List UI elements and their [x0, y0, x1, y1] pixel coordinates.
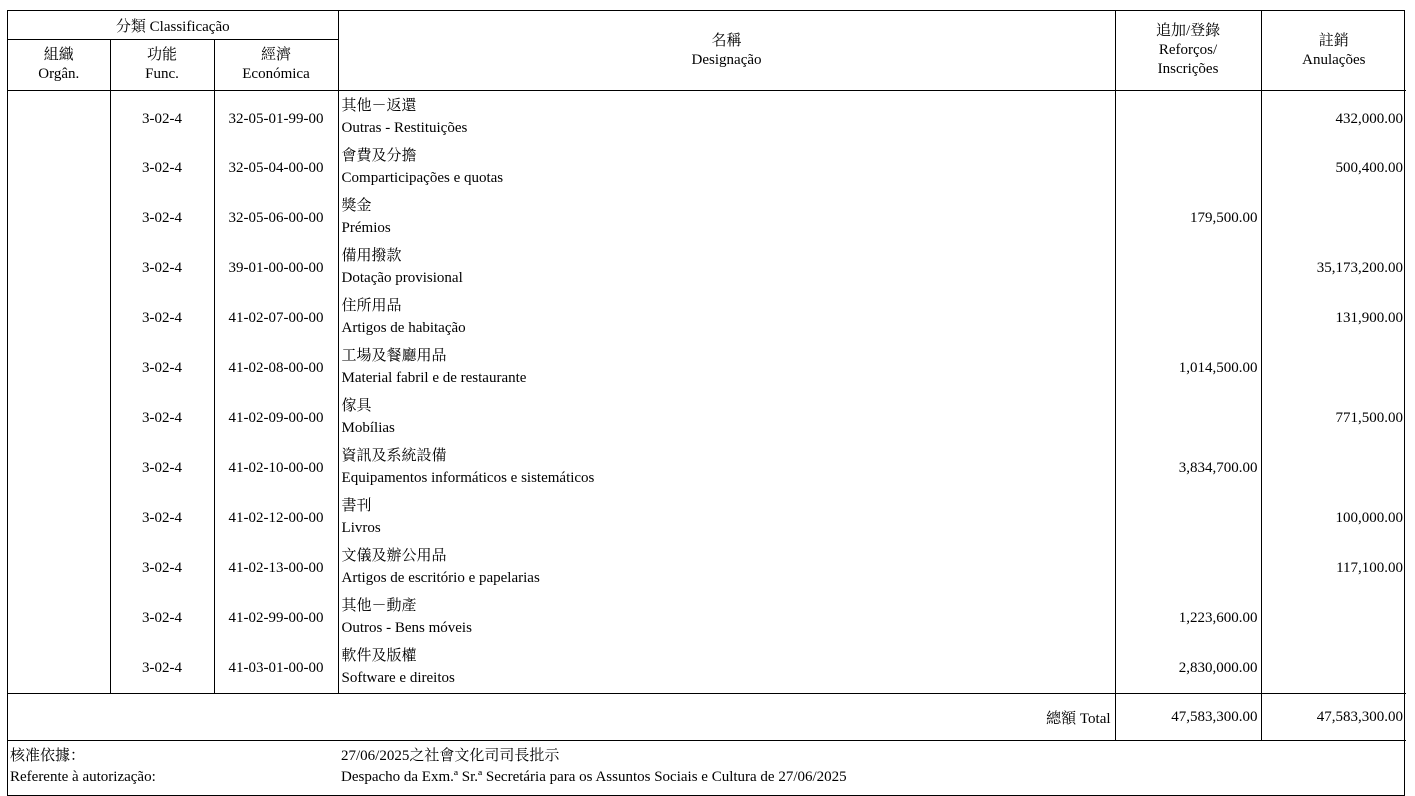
- designation-pt: Equipamentos informáticos e sistemáticos: [341, 470, 595, 486]
- authorization-text-zh: 27/06/2025之社會文化司司長批示: [341, 748, 560, 764]
- eco-cell: 32-05-01-99-00: [214, 91, 338, 144]
- org-cell: [8, 293, 110, 343]
- designation-cell: [338, 593, 1115, 643]
- anulacao-cell: [1261, 643, 1406, 694]
- func-cell: 3-02-4: [110, 443, 214, 493]
- designation-cell: [338, 443, 1115, 493]
- org-cell: [8, 193, 110, 243]
- anulacao-cell: 131,900.00: [1335, 309, 1404, 326]
- reforco-cell: [1115, 143, 1261, 193]
- table-row: [8, 393, 1406, 443]
- anulacao-cell: [1261, 443, 1406, 493]
- reforco-cell: [1115, 293, 1261, 343]
- total-label: 總額 Total: [8, 694, 1115, 741]
- cancellations-header-zh: 註銷: [1318, 32, 1349, 49]
- org-cell: [8, 543, 110, 593]
- func-header: [110, 40, 214, 91]
- func-cell: 3-02-4: [110, 343, 214, 393]
- org-cell: [8, 643, 110, 694]
- org-header-pt: Orgân.: [38, 66, 80, 82]
- table-row: [8, 243, 1406, 293]
- anulacao-cell: 100,000.00: [1335, 509, 1404, 526]
- func-cell: 3-02-4: [110, 193, 214, 243]
- anulacao-cell: 117,100.00: [1336, 559, 1404, 576]
- anulacao-cell: [1261, 193, 1406, 243]
- eco-cell: 41-03-01-00-00: [214, 643, 338, 694]
- designation-zh: 其他－動產: [341, 598, 417, 614]
- authorization-label: [10, 746, 156, 788]
- func-header-pt: Func.: [145, 66, 179, 82]
- authorization-label-pt: Referente à autorização:: [10, 769, 156, 785]
- anulacao-cell: 771,500.00: [1335, 409, 1404, 426]
- reforco-cell: [1115, 493, 1261, 543]
- designation-zh: 軟件及版權: [341, 648, 417, 664]
- org-cell: [8, 91, 110, 144]
- budget-table: [8, 11, 1406, 741]
- budget-document: [7, 10, 1405, 796]
- reinforcements-header: [1115, 11, 1261, 91]
- designation-pt: Artigos de habitação: [341, 320, 466, 336]
- table-row: [8, 91, 1406, 144]
- reforco-cell: [1115, 243, 1261, 293]
- org-cell: [8, 393, 110, 443]
- func-cell: 3-02-4: [110, 293, 214, 343]
- designation-pt: Dotação provisional: [341, 270, 463, 286]
- reforco-cell: 1,014,500.00: [1115, 343, 1261, 393]
- designation-pt: Outras - Restituições: [341, 120, 468, 136]
- designation-cell: [338, 293, 1115, 343]
- eco-header: [214, 40, 338, 91]
- org-cell: [8, 443, 110, 493]
- func-cell: 3-02-4: [110, 243, 214, 293]
- classification-header: 分類 Classificação: [8, 11, 338, 40]
- eco-cell: 32-05-04-00-00: [214, 143, 338, 193]
- designation-cell: [338, 91, 1115, 144]
- designation-cell: [338, 643, 1115, 694]
- total-reforco: 47,583,300.00: [1115, 694, 1261, 741]
- designation-zh: 會費及分擔: [341, 148, 417, 164]
- authorization-block: [8, 741, 1404, 795]
- designation-cell: [338, 493, 1115, 543]
- org-cell: [8, 343, 110, 393]
- org-cell: [8, 243, 110, 293]
- designation-header: [338, 11, 1115, 91]
- budget-rows: [8, 91, 1406, 741]
- designation-zh: 獎金: [341, 198, 372, 214]
- table-row: [8, 493, 1406, 543]
- reforco-cell: [1115, 91, 1261, 144]
- designation-pt: Software e direitos: [341, 670, 455, 686]
- designation-pt: Prémios: [341, 220, 391, 236]
- func-cell: 3-02-4: [110, 543, 214, 593]
- reforco-cell: 179,500.00: [1115, 193, 1261, 243]
- eco-cell: 41-02-12-00-00: [214, 493, 338, 543]
- authorization-label-zh: 核准依據：: [10, 748, 86, 764]
- table-row: [8, 293, 1406, 343]
- table-row: [8, 343, 1406, 393]
- table-row: [8, 543, 1406, 593]
- func-cell: 3-02-4: [110, 91, 214, 144]
- designation-header-zh: 名稱: [711, 32, 742, 49]
- authorization-text: [341, 746, 847, 788]
- anulacao-cell: [1261, 593, 1406, 643]
- eco-cell: 41-02-13-00-00: [214, 543, 338, 593]
- func-cell: 3-02-4: [110, 593, 214, 643]
- table-row: [8, 193, 1406, 243]
- reforco-cell: 3,834,700.00: [1115, 443, 1261, 493]
- reforco-cell: [1115, 543, 1261, 593]
- designation-cell: [338, 193, 1115, 243]
- eco-cell: 39-01-00-00-00: [214, 243, 338, 293]
- designation-cell: [338, 393, 1115, 443]
- table-row: [8, 143, 1406, 193]
- cancellations-header: [1261, 11, 1406, 91]
- eco-header-zh: 經濟: [261, 47, 292, 63]
- designation-pt: Comparticipações e quotas: [341, 170, 504, 186]
- designation-zh: 資訊及系統設備: [341, 448, 447, 464]
- func-cell: 3-02-4: [110, 643, 214, 694]
- reinforcements-header-pt2: Inscrições: [1157, 61, 1219, 77]
- designation-pt: Material fabril e de restaurante: [341, 370, 527, 386]
- total-row: [8, 694, 1406, 741]
- anulacao-cell: 500,400.00: [1335, 159, 1404, 176]
- eco-cell: 41-02-99-00-00: [214, 593, 338, 643]
- designation-pt: Livros: [341, 520, 381, 536]
- anulacao-cell: 35,173,200.00: [1316, 259, 1404, 276]
- eco-cell: 41-02-09-00-00: [214, 393, 338, 443]
- designation-header-pt: Designação: [691, 51, 762, 68]
- designation-zh: 備用撥款: [341, 248, 402, 264]
- org-cell: [8, 143, 110, 193]
- eco-cell: 41-02-10-00-00: [214, 443, 338, 493]
- designation-pt: Mobílias: [341, 420, 395, 436]
- designation-pt: Artigos de escritório e papelarias: [341, 570, 540, 586]
- reforco-cell: 2,830,000.00: [1115, 643, 1261, 694]
- authorization-text-pt: Despacho da Exm.ª Sr.ª Secretária para os Assuntos Sociais e Cultura de 27/06/2025: [341, 769, 847, 785]
- designation-zh: 其他－返還: [341, 98, 417, 114]
- table-row: [8, 643, 1406, 694]
- designation-cell: [338, 543, 1115, 593]
- reinforcements-header-pt1: Reforços/: [1158, 42, 1218, 58]
- designation-pt: Outros - Bens móveis: [341, 620, 472, 636]
- anulacao-cell: [1261, 343, 1406, 393]
- designation-zh: 住所用品: [341, 298, 402, 314]
- cancellations-header-pt: Anulações: [1302, 51, 1366, 68]
- designation-cell: [338, 243, 1115, 293]
- reforco-cell: 1,223,600.00: [1115, 593, 1261, 643]
- designation-zh: 書刊: [341, 498, 372, 514]
- designation-cell: [338, 143, 1115, 193]
- table-row: [8, 593, 1406, 643]
- anulacao-cell: 432,000.00: [1335, 110, 1404, 127]
- org-cell: [8, 493, 110, 543]
- func-cell: 3-02-4: [110, 143, 214, 193]
- eco-cell: 32-05-06-00-00: [214, 193, 338, 243]
- eco-cell: 41-02-08-00-00: [214, 343, 338, 393]
- func-cell: 3-02-4: [110, 393, 214, 443]
- org-cell: [8, 593, 110, 643]
- reforco-cell: [1115, 393, 1261, 443]
- func-header-zh: 功能: [146, 47, 177, 63]
- table-row: [8, 443, 1406, 493]
- org-header: [8, 40, 110, 91]
- func-cell: 3-02-4: [110, 493, 214, 543]
- designation-cell: [338, 343, 1115, 393]
- eco-cell: 41-02-07-00-00: [214, 293, 338, 343]
- total-anulacao: 47,583,300.00: [1261, 694, 1406, 741]
- designation-zh: 文儀及辦公用品: [341, 548, 447, 564]
- designation-zh: 工場及餐廳用品: [341, 348, 447, 364]
- reinforcements-header-zh: 追加/登錄: [1155, 23, 1221, 39]
- designation-zh: 傢具: [341, 398, 372, 414]
- eco-header-pt: Económica: [242, 66, 310, 82]
- org-header-zh: 組織: [43, 47, 74, 63]
